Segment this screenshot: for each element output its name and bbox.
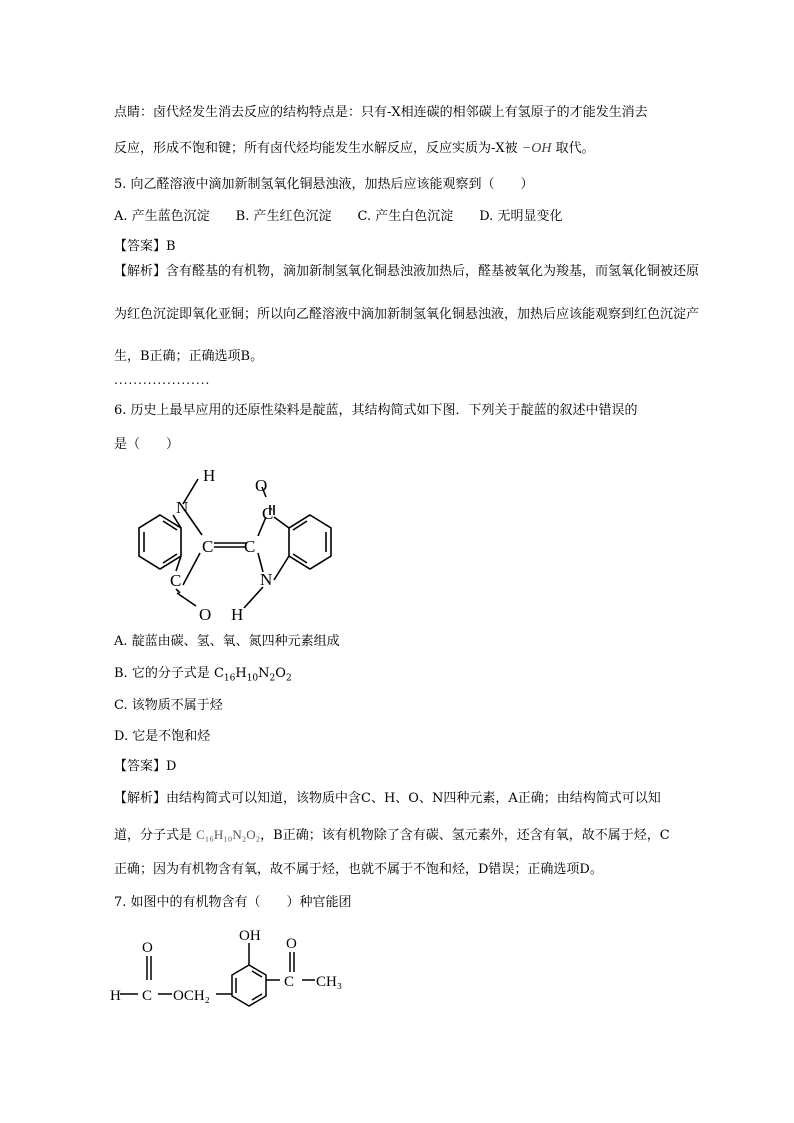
q6-analysis-2 <box>114 826 670 845</box>
q6-analysis-1: 【解析】由结构简式可以知道，该物质中含C、H、O、N四种元素，A正确；由结构简式可以知 <box>114 791 661 806</box>
q6-answer: 【答案】D <box>114 759 177 774</box>
hydrogen-label: H <box>110 988 121 1004</box>
separator: .................... <box>114 373 211 387</box>
q6-option-b-text: B. 它的分子式是 C <box>114 666 224 681</box>
q6-stem-2: 是（ ） <box>114 437 180 452</box>
q7-stem: 7. 如图中的有机物含有（ ）种官能团 <box>114 895 352 910</box>
q5-analysis-2: 为红色沉淀即氧化亚铜；所以向乙醛溶液中滴加新制氢氧化铜悬浊液，加热后应该能观察到红色沉淀产 <box>114 307 700 322</box>
indigo-structure <box>110 460 350 625</box>
subscript: 10 <box>246 673 259 684</box>
q5-analysis-3: 生，B正确；正确选项B。 <box>114 349 264 364</box>
q6-option-b <box>114 665 292 688</box>
oxygen-label: O <box>142 940 153 956</box>
subscript: 16 <box>223 673 236 684</box>
carbon-label: C <box>244 537 256 556</box>
hydrogen-label: H <box>231 605 244 624</box>
carbon-label: C <box>142 988 153 1004</box>
q6-analysis-2-end: ，B正确；该有机物除了含有碳、氢元素外，还含有氧，故不属于烃，C <box>260 828 670 843</box>
carbon-label: C <box>170 571 182 590</box>
q6-analysis-3: 正确；因为有机物含有氧，故不属于烃，也就不属于不饱和烃，D错误；正确选项D。 <box>114 862 603 877</box>
nitrogen-label: N <box>260 570 273 589</box>
methyl-label: CH₃ <box>316 974 343 990</box>
subscript: 2 <box>269 673 276 684</box>
element-symbol: O <box>275 666 286 681</box>
element-symbol: H <box>235 666 247 681</box>
oxymethylene-label: OCH₂ <box>173 988 210 1004</box>
q6-option-d: D. 它是不饱和烃 <box>114 729 211 744</box>
hydrogen-label: H <box>203 466 216 485</box>
q6-option-c: C. 该物质不属于烃 <box>114 698 223 713</box>
note-line-2-end: 取代。 <box>551 141 595 156</box>
note-line-2-text: 反应，形成不饱和键；所有卤代烃均能发生水解反应，反应实质为-X被 <box>114 141 522 156</box>
q5-analysis-1: 【解析】含有醛基的有机物，滴加新制氢氧化铜悬浊液加热后，醛基被氧化为羧基，而氢氧化铜被还原 <box>114 264 700 279</box>
oxygen-label: O <box>255 476 268 495</box>
q6-option-a: A. 靛蓝由碳、氢、氧、氮四种元素组成 <box>114 634 340 649</box>
note-line-2 <box>114 140 595 158</box>
oxygen-label: O <box>286 936 297 952</box>
carbon-label: C <box>262 504 274 523</box>
hydroxyl-label: OH <box>239 928 261 944</box>
q5-stem: 5. 向乙醛溶液中滴加新制氢氧化铜悬浊液，加热后应该能观察到（ ） <box>114 177 534 192</box>
carbon-label: C <box>284 974 295 990</box>
nitrogen-label: N <box>176 498 189 517</box>
q7-structure <box>110 920 360 1015</box>
oxygen-label: O <box>199 605 212 624</box>
element-symbol: N <box>258 666 270 681</box>
hydroxyl-formula: −OH <box>521 141 552 156</box>
note-line-1: 点睛：卤代烃发生消去反应的结构特点是：只有-X相连碳的相邻碳上有氢原子的才能发生消去 <box>114 105 648 120</box>
subscript: 2 <box>285 673 292 684</box>
molecular-formula: C₁₆H₁₀N₂O₂ <box>196 827 261 842</box>
carbon-label: C <box>202 537 214 556</box>
q6-analysis-2-text: 道，分子式是 <box>114 828 197 843</box>
q5-answer: 【答案】B <box>114 239 176 254</box>
q6-stem-1: 6. 历史上最早应用的还原性染料是靛蓝，其结构简式如下图．下列关于靛蓝的叙述中错误的 <box>114 403 638 418</box>
q5-options: A. 产生蓝色沉淀 B. 产生红色沉淀 C. 产生白色沉淀 D. 无明显变化 <box>114 209 563 224</box>
